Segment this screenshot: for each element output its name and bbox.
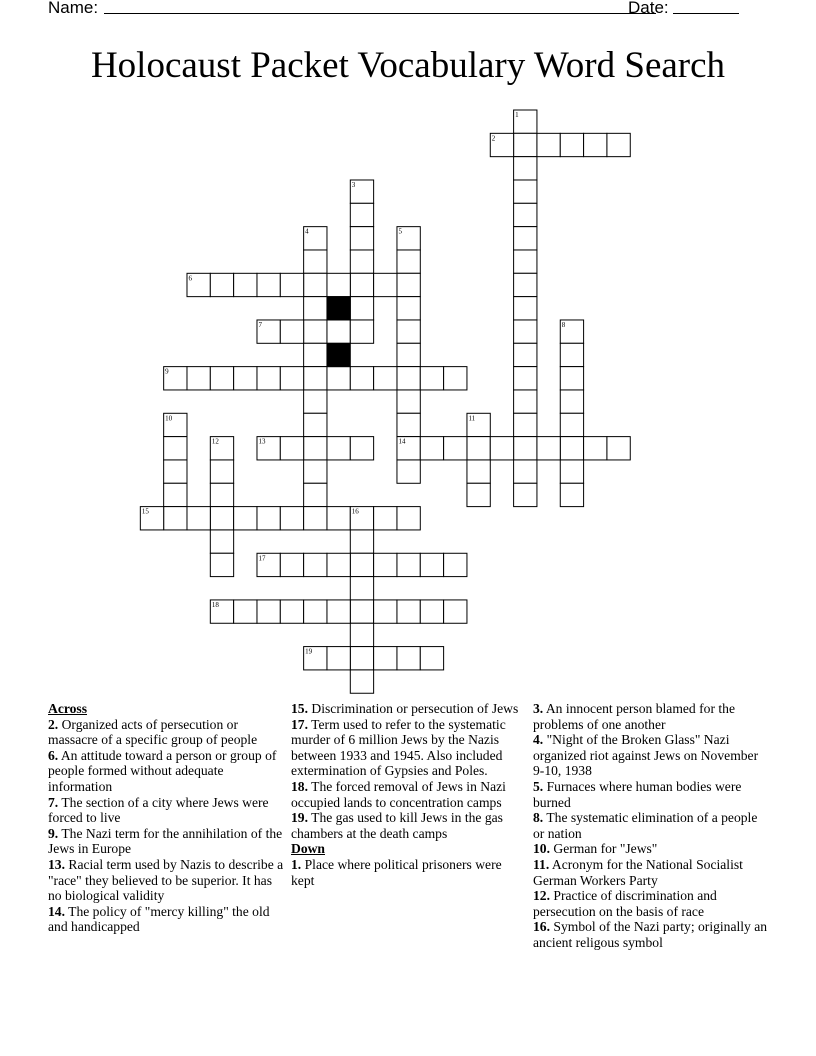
grid-cell[interactable] — [514, 320, 537, 343]
grid-cell[interactable] — [514, 133, 537, 156]
grid-cell[interactable] — [374, 273, 397, 296]
grid-cell[interactable] — [304, 390, 327, 413]
grid-cell[interactable] — [560, 390, 583, 413]
grid-cell[interactable] — [280, 437, 303, 460]
clue-item — [533, 810, 769, 841]
grid-cell[interactable] — [304, 367, 327, 390]
down-clue-list — [291, 857, 527, 888]
grid-cell[interactable] — [304, 553, 327, 576]
grid-cell[interactable] — [210, 367, 233, 390]
grid-cell[interactable] — [257, 367, 280, 390]
grid-cell[interactable] — [514, 390, 537, 413]
grid-cell[interactable] — [350, 530, 373, 553]
clues-column-1 — [48, 701, 284, 935]
grid-cell[interactable] — [327, 553, 350, 576]
date-label: Date: — [628, 0, 669, 17]
clue-text: Racial term used by Nazis to describe a "race" they believed to be superior. It has no biological validity — [48, 856, 284, 904]
grid-cell[interactable] — [257, 273, 280, 296]
clue-item — [533, 779, 769, 810]
grid-cell[interactable] — [304, 600, 327, 623]
grid-cell[interactable] — [350, 227, 373, 250]
grid-cell[interactable] — [164, 437, 187, 460]
grid-cell[interactable] — [304, 437, 327, 460]
grid-cell[interactable] — [280, 320, 303, 343]
grid-cell[interactable] — [420, 553, 443, 576]
grid-cell[interactable] — [304, 343, 327, 366]
grid-cell[interactable] — [327, 437, 350, 460]
clue-text: Organized acts of persecution or massacre of a specific group of people — [48, 716, 258, 748]
grid-cell[interactable] — [514, 413, 537, 436]
clue-text: Symbol of the Nazi party; originally an ancient religous symbol — [533, 919, 768, 950]
clue-text: An innocent person blamed for the problems of one another — [533, 701, 735, 732]
clue-item — [533, 701, 769, 732]
grid-cell-number: 7 — [258, 320, 262, 329]
grid-cell-number: 2 — [491, 134, 496, 143]
across-clue-list — [48, 717, 284, 935]
grid-cell[interactable] — [210, 530, 233, 553]
grid-cell[interactable] — [467, 437, 490, 460]
grid-cell[interactable] — [210, 553, 233, 576]
clue-item — [48, 826, 284, 857]
grid-cell[interactable] — [514, 343, 537, 366]
grid-cell[interactable] — [397, 367, 420, 390]
grid-cell[interactable] — [280, 553, 303, 576]
clue-item — [48, 748, 284, 795]
clue-number: 18. — [291, 778, 308, 794]
grid-cell[interactable] — [350, 297, 373, 320]
grid-cell[interactable] — [187, 507, 210, 530]
clue-number: 14. — [48, 903, 65, 919]
grid-cell[interactable] — [560, 437, 583, 460]
grid-cell[interactable] — [327, 647, 350, 670]
grid-cell[interactable] — [164, 460, 187, 483]
grid-cell[interactable] — [467, 483, 490, 506]
grid-cell[interactable] — [304, 507, 327, 530]
grid-cell[interactable] — [234, 507, 257, 530]
grid-cell[interactable] — [397, 343, 420, 366]
grid-cell[interactable] — [374, 367, 397, 390]
grid-cell[interactable] — [327, 367, 350, 390]
grid-cell[interactable] — [537, 437, 560, 460]
clue-text: Term used to refer to the systematic murder of 6 million Jews by the Nazis between 1933 and 1945. Also included extermination of Gypsies and Poles. — [291, 716, 506, 779]
grid-cell[interactable] — [467, 460, 490, 483]
clue-item — [291, 779, 527, 810]
clue-text: The section of a city where Jews were forced to live — [48, 794, 269, 826]
clue-item — [291, 810, 527, 841]
grid-cell[interactable] — [280, 273, 303, 296]
grid-cell-number: 8 — [561, 320, 566, 329]
clue-text: The gas used to kill Jews in the gas chambers at the death camps — [291, 810, 503, 841]
grid-cell[interactable] — [234, 273, 257, 296]
clue-number: 9. — [48, 825, 59, 841]
clue-number: 10. — [533, 841, 550, 857]
grid-cell[interactable] — [514, 227, 537, 250]
grid-cell[interactable] — [327, 273, 350, 296]
clue-text: The Nazi term for the annihilation of the Jews in Europe — [48, 825, 283, 857]
clue-item — [291, 717, 527, 779]
grid-cell[interactable] — [397, 320, 420, 343]
grid-blocked-cell — [327, 297, 350, 320]
down-heading: Down — [291, 841, 325, 857]
grid-cell[interactable] — [257, 507, 280, 530]
grid-cell[interactable] — [187, 367, 210, 390]
clue-text: "Night of the Broken Glass" Nazi organized riot against Jews on November 9-10, 1938 — [533, 732, 759, 779]
clue-text: An attitude toward a person or group of people formed without adequate information — [48, 747, 277, 794]
clue-item — [48, 904, 284, 935]
grid-cell[interactable] — [514, 483, 537, 506]
clue-number: 15. — [291, 701, 308, 716]
clue-item — [533, 888, 769, 919]
clue-item — [291, 701, 527, 717]
grid-cell[interactable] — [514, 460, 537, 483]
grid-cell[interactable] — [327, 600, 350, 623]
grid-cell[interactable] — [514, 273, 537, 296]
grid-cell-number: 10 — [165, 414, 173, 423]
grid-cell[interactable] — [350, 437, 373, 460]
clue-item — [533, 919, 769, 950]
grid-cell[interactable] — [304, 250, 327, 273]
grid-cell[interactable] — [374, 600, 397, 623]
grid-cell[interactable] — [420, 647, 443, 670]
clue-number: 7. — [48, 794, 59, 810]
grid-cell-number: 14 — [398, 437, 406, 446]
grid-cell[interactable] — [374, 647, 397, 670]
grid-cell[interactable] — [304, 320, 327, 343]
grid-cell[interactable] — [560, 460, 583, 483]
grid-cell[interactable] — [397, 273, 420, 296]
grid-cell[interactable] — [397, 647, 420, 670]
grid-cell[interactable] — [280, 600, 303, 623]
grid-cell-number: 13 — [258, 437, 266, 446]
grid-cell-number: 19 — [305, 647, 313, 656]
grid-cell-number: 1 — [515, 111, 519, 119]
grid-cell[interactable] — [210, 273, 233, 296]
clue-number: 8. — [533, 810, 544, 826]
grid-cell[interactable] — [304, 297, 327, 320]
grid-cell[interactable] — [397, 507, 420, 530]
name-label: Name: — [48, 0, 99, 17]
clue-text: German for "Jews" — [550, 841, 658, 857]
grid-cell-number: 12 — [211, 437, 219, 446]
grid-cell-number: 9 — [165, 367, 169, 376]
grid-cell[interactable] — [397, 600, 420, 623]
grid-cell[interactable] — [210, 507, 233, 530]
clue-number: 11. — [533, 856, 550, 872]
grid-cell[interactable] — [350, 670, 373, 693]
grid-cell[interactable] — [350, 600, 373, 623]
grid-cell[interactable] — [210, 483, 233, 506]
clue-text: Furnaces where human bodies were burned — [533, 778, 742, 810]
grid-cell[interactable] — [514, 250, 537, 273]
clue-text: Discrimination or persecution of Jews — [308, 701, 519, 716]
grid-cell-number: 16 — [351, 507, 359, 516]
grid-cell[interactable] — [420, 367, 443, 390]
grid-cell[interactable] — [397, 460, 420, 483]
clue-text: Place where political prisoners were kept — [291, 856, 502, 888]
grid-cell-number: 3 — [351, 180, 356, 189]
grid-blocked-cell — [327, 343, 350, 366]
grid-cell[interactable] — [514, 437, 537, 460]
clue-item — [533, 732, 769, 779]
across-heading: Across — [48, 701, 88, 716]
grid-cell[interactable] — [350, 203, 373, 226]
clue-number: 13. — [48, 856, 65, 872]
clue-item — [291, 857, 527, 888]
grid-cell[interactable] — [514, 297, 537, 320]
grid-cell[interactable] — [490, 437, 513, 460]
grid-cell[interactable] — [304, 273, 327, 296]
grid-cell[interactable] — [280, 507, 303, 530]
grid-cell[interactable] — [514, 203, 537, 226]
clue-number: 4. — [533, 732, 544, 748]
grid-cell[interactable] — [164, 483, 187, 506]
clue-item — [48, 795, 284, 826]
grid-cell[interactable] — [560, 413, 583, 436]
grid-cell[interactable] — [257, 600, 280, 623]
grid-cell[interactable] — [397, 297, 420, 320]
grid-cell-number: 17 — [258, 554, 266, 563]
grid-cell[interactable] — [304, 413, 327, 436]
grid-cell[interactable] — [350, 553, 373, 576]
grid-cell[interactable] — [420, 437, 443, 460]
grid-cell[interactable] — [560, 343, 583, 366]
clue-item — [48, 857, 284, 904]
grid-cell[interactable] — [210, 460, 233, 483]
down-clue-list-continued — [533, 701, 769, 951]
grid-cell-number: 15 — [141, 507, 149, 516]
clue-text: The systematic elimination of a people or nation — [533, 810, 758, 841]
clue-number: 3. — [533, 701, 544, 716]
grid-cell[interactable] — [397, 413, 420, 436]
grid-cell[interactable] — [514, 180, 537, 203]
grid-cell[interactable] — [444, 367, 467, 390]
grid-cell[interactable] — [234, 367, 257, 390]
grid-cell[interactable] — [350, 623, 373, 646]
grid-cell[interactable] — [374, 507, 397, 530]
clue-text: The policy of "mercy killing" the old and handicapped — [48, 903, 270, 935]
grid-cell[interactable] — [397, 390, 420, 413]
grid-cell[interactable] — [584, 133, 607, 156]
grid-cell[interactable] — [304, 483, 327, 506]
grid-cell[interactable] — [350, 367, 373, 390]
clue-number: 1. — [291, 856, 302, 872]
grid-cell[interactable] — [234, 600, 257, 623]
clue-item — [533, 841, 769, 857]
grid-cell[interactable] — [607, 133, 630, 156]
grid-cell[interactable] — [397, 250, 420, 273]
grid-cell-number: 4 — [305, 227, 309, 236]
clue-number: 2. — [48, 716, 59, 732]
grid-cell[interactable] — [584, 437, 607, 460]
grid-cell[interactable] — [444, 553, 467, 576]
grid-cell[interactable] — [444, 600, 467, 623]
grid-cell[interactable] — [514, 157, 537, 180]
clue-text: Practice of discrimination and persecution on the basis of race — [533, 888, 717, 919]
grid-cell[interactable] — [327, 320, 350, 343]
grid-cell[interactable] — [350, 250, 373, 273]
grid-cell[interactable] — [420, 600, 443, 623]
grid-cell[interactable] — [560, 483, 583, 506]
clue-number: 19. — [291, 810, 308, 826]
grid-cell[interactable] — [397, 553, 420, 576]
clue-item — [48, 717, 284, 748]
grid-cell[interactable] — [560, 367, 583, 390]
grid-cell[interactable] — [374, 553, 397, 576]
page-title: Holocaust Packet Vocabulary Word Search — [90, 45, 726, 86]
grid-cell[interactable] — [607, 437, 630, 460]
grid-cell[interactable] — [164, 507, 187, 530]
grid-cell-number: 18 — [211, 600, 219, 609]
clue-number: 12. — [533, 888, 550, 904]
grid-cell[interactable] — [350, 647, 373, 670]
grid-cell[interactable] — [537, 133, 560, 156]
clue-number: 16. — [533, 919, 550, 935]
grid-cell[interactable] — [444, 437, 467, 460]
grid-cell-number: 6 — [188, 274, 192, 283]
grid-cell[interactable] — [350, 577, 373, 600]
clues-column-2 — [291, 701, 527, 888]
grid-cell[interactable] — [304, 460, 327, 483]
clue-text: Acronym for the National Socialist German Workers Party — [533, 856, 743, 888]
grid-cell-number: 11 — [468, 414, 476, 423]
grid-cell[interactable] — [514, 367, 537, 390]
grid-cell[interactable] — [350, 320, 373, 343]
clue-number: 5. — [533, 778, 544, 794]
grid-cell[interactable] — [350, 273, 373, 296]
grid-cell[interactable] — [560, 133, 583, 156]
clues-column-3 — [533, 701, 769, 951]
clue-number: 6. — [48, 747, 59, 763]
grid-cell[interactable] — [327, 507, 350, 530]
clue-item — [533, 857, 769, 888]
grid-cell-number: 5 — [398, 227, 402, 236]
across-clue-list-continued — [291, 701, 527, 841]
grid-cell[interactable] — [280, 367, 303, 390]
clue-number: 17. — [291, 716, 308, 732]
clue-text: The forced removal of Jews in Nazi occupied lands to concentration camps — [291, 778, 506, 810]
